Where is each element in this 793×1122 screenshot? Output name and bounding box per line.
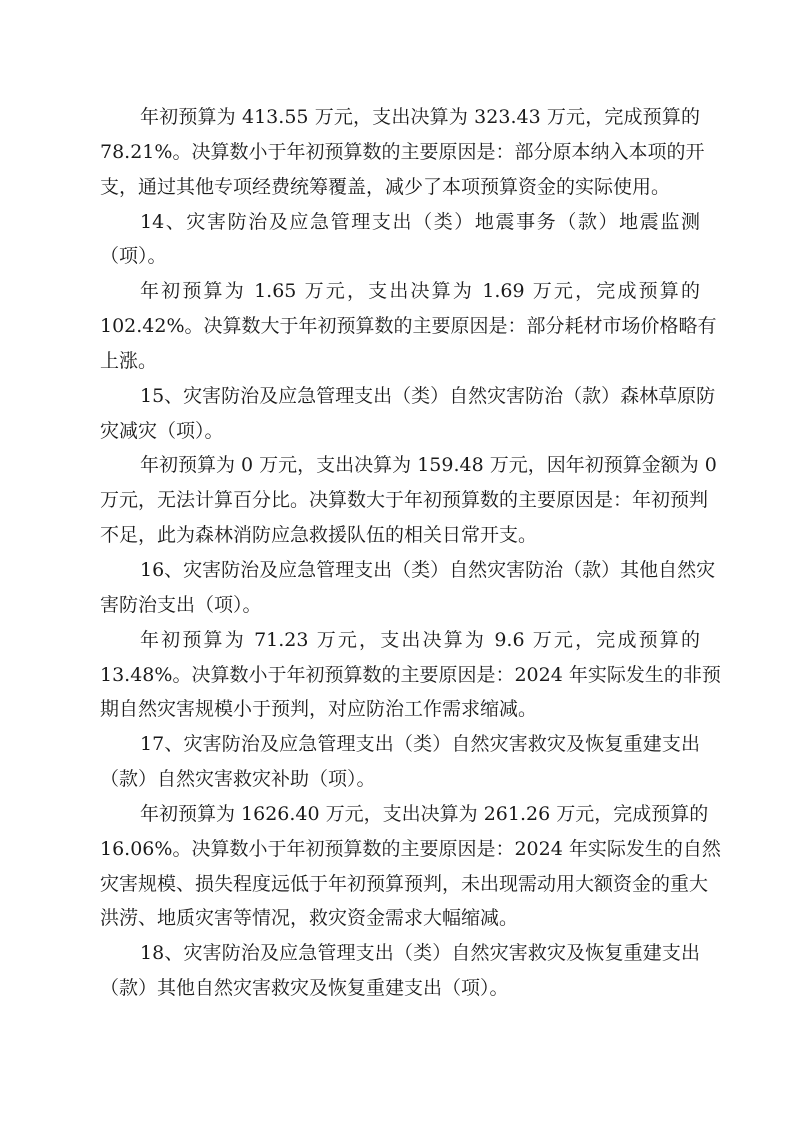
text-line: 灾害规模、损失程度远低于年初预算预判，未出现需动用大额资金的重大 [100, 872, 709, 895]
text-line: 102.42%。决算数大于年初预算数的主要原因是：部分耗材市场价格略有 [100, 315, 717, 338]
text-line: 13.48%。决算数小于年初预算数的主要原因是：2024 年实际发生的非预 [100, 663, 721, 686]
text-line: 灾减灾（项）。 [100, 419, 224, 442]
text-line: （款）其他自然灾害救灾及恢复重建支出（项）。 [100, 977, 509, 1000]
text-line: 16、灾害防治及应急管理支出（类）自然灾害防治（款）其他自然灾 [140, 558, 716, 581]
paragraph [100, 936, 700, 1006]
text-line: 年初预算为 413.55 万元，支出决算为 323.43 万元，完成预算的 [140, 106, 700, 128]
text-line: 年初预算为 71.23 万元，支出决算为 9.6 万元，完成预算的 [140, 628, 700, 651]
text-line: 年初预算为 1626.40 万元，支出决算为 261.26 万元，完成预算的 [140, 802, 709, 825]
paragraph [100, 623, 721, 728]
text-line: 支，通过其他专项经费统筹覆盖，减少了本项预算资金的实际使用。 [100, 175, 671, 198]
text-line: 17、灾害防治及应急管理支出（类）自然灾害救灾及恢复重建支出 [140, 733, 700, 756]
text-line: 害防治支出（项）。 [100, 593, 262, 616]
text-line: 上涨。 [100, 349, 158, 372]
paragraph [100, 727, 700, 797]
text-line: 不足，此为森林消防应急救援队伍的相关日常开支。 [100, 524, 538, 547]
document-body [100, 100, 721, 1006]
paragraph [100, 274, 717, 379]
paragraph [100, 100, 705, 205]
text-line: 16.06%。决算数小于年初预算数的主要原因是：2024 年实际发生的自然 [100, 837, 721, 860]
paragraph [100, 448, 717, 553]
text-line: 年初预算为 0 万元，支出决算为 159.48 万元，因年初预算金额为 0 [140, 454, 717, 477]
text-line: （项）。 [100, 245, 167, 268]
paragraph [100, 797, 721, 936]
text-line: 78.21%。决算数小于年初预算数的主要原因是：部分原本纳入本项的开 [100, 140, 705, 163]
text-line: 洪涝、地质灾害等情况，救灾资金需求大幅缩减。 [100, 907, 519, 930]
paragraph [100, 205, 700, 275]
text-line: 14、灾害防治及应急管理支出（类）地震事务（款）地震监测 [140, 210, 700, 233]
text-line: 18、灾害防治及应急管理支出（类）自然灾害救灾及恢复重建支出 [140, 942, 700, 965]
paragraph [100, 379, 716, 449]
paragraph [100, 553, 716, 623]
text-line: 万元，无法计算百分比。决算数大于年初预算数的主要原因是：年初预判 [100, 489, 709, 512]
text-line: 年初预算为 1.65 万元，支出决算为 1.69 万元，完成预算的 [140, 280, 700, 303]
text-line: 15、灾害防治及应急管理支出（类）自然灾害防治（款）森林草原防 [140, 384, 716, 407]
text-line: （款）自然灾害救灾补助（项）。 [100, 768, 376, 791]
text-line: 期自然灾害规模小于预判，对应防治工作需求缩减。 [100, 698, 538, 721]
